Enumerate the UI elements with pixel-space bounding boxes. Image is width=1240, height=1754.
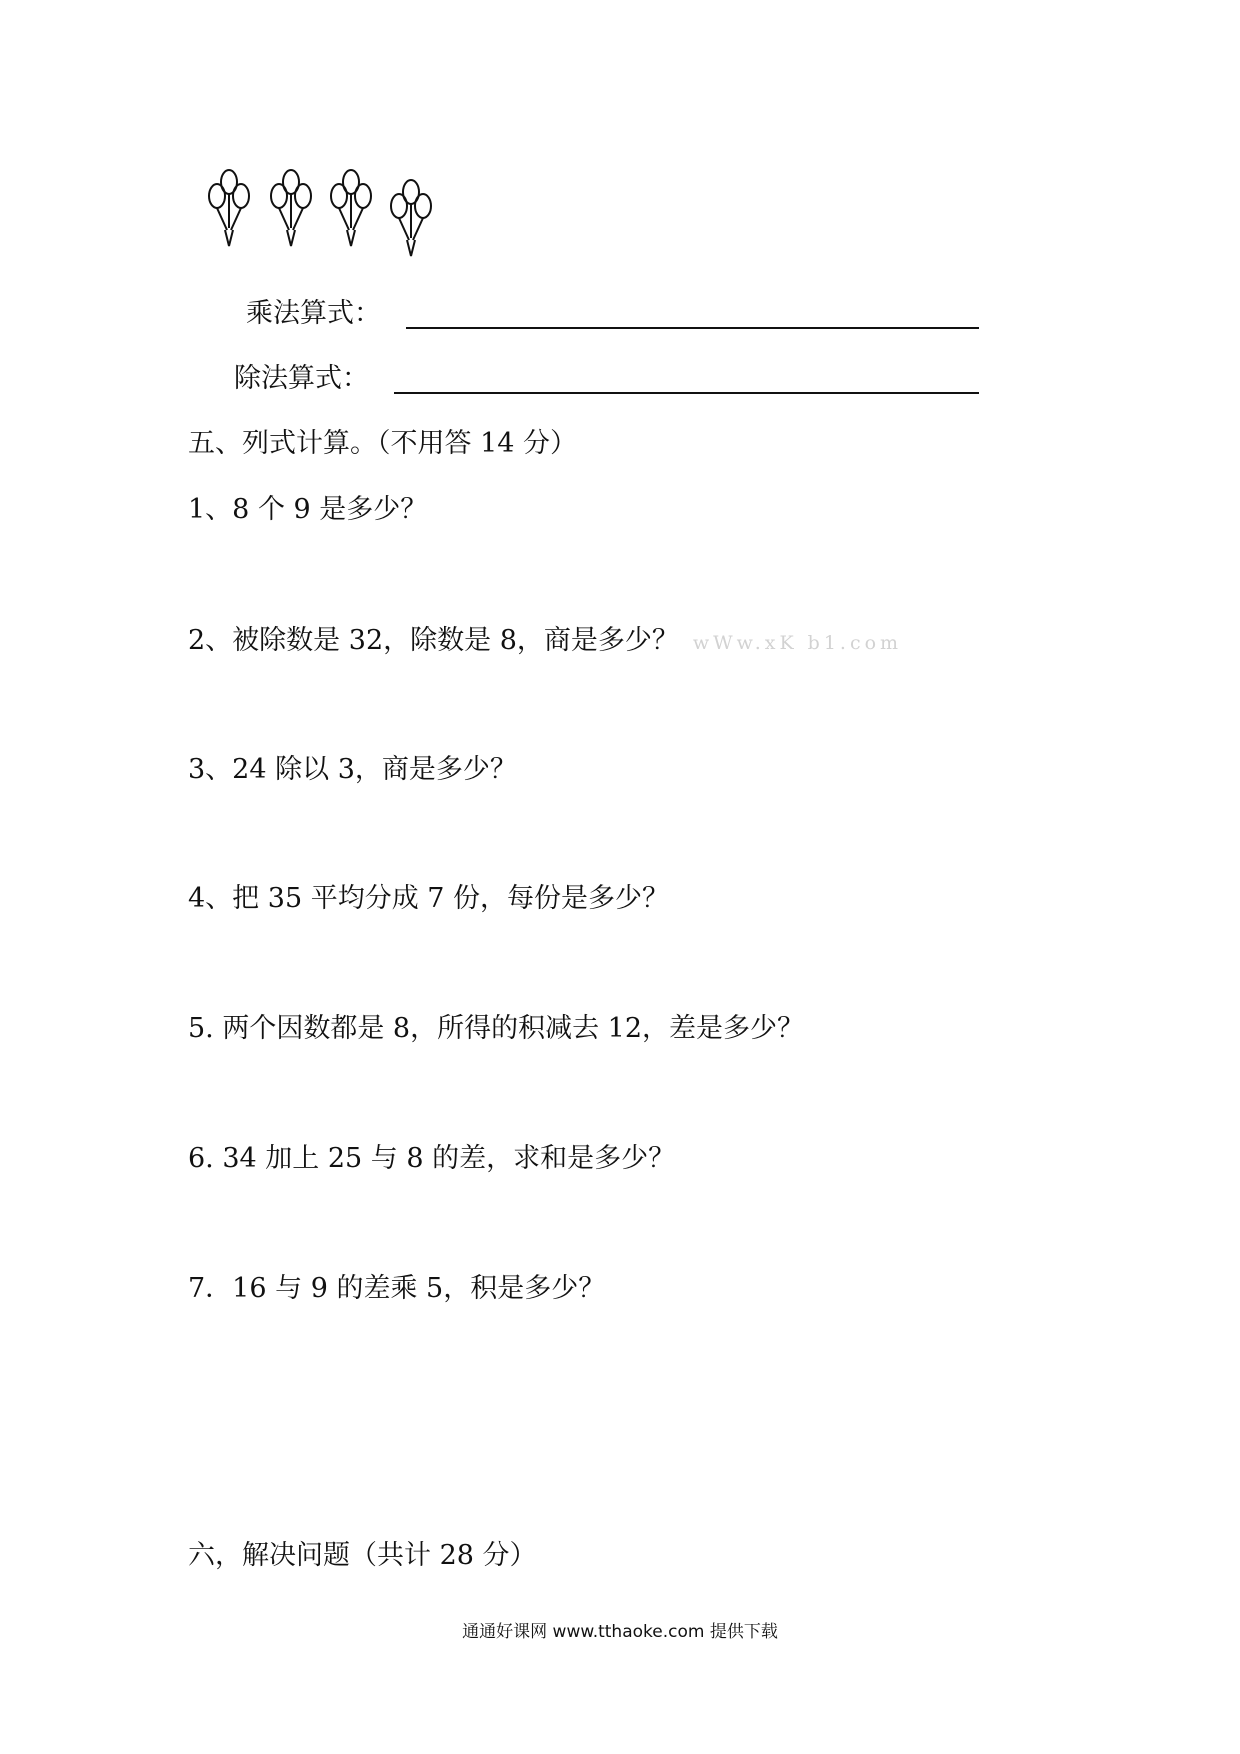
balloon-groups-illustration bbox=[205, 168, 475, 268]
balloon-bunch-icon bbox=[209, 170, 249, 246]
division-answer-line[interactable] bbox=[394, 392, 979, 394]
question-4: 4、把 35 平均分成 7 份，每份是多少？ bbox=[188, 883, 670, 914]
balloon-bunch-icon bbox=[391, 180, 431, 256]
page-footer: 通通好课网 www.tthaoke.com 提供下载 bbox=[462, 1622, 778, 1642]
question-2-text: 2、被除数是 32，除数是 8，商是多少？ bbox=[188, 625, 679, 656]
question-5: 5. 两个因数都是 8，所得的积减去 12，差是多少？ bbox=[188, 1013, 805, 1044]
balloon-bunch-icon bbox=[331, 170, 371, 246]
watermark: wWw.xK b1.com bbox=[692, 632, 903, 654]
question-2 bbox=[188, 625, 902, 659]
section-5-heading: 五、列式计算。（不用答 14 分） bbox=[188, 428, 578, 459]
question-6: 6. 34 加上 25 与 8 的差，求和是多少？ bbox=[188, 1143, 676, 1174]
section-6-heading: 六，解决问题（共计 28 分） bbox=[188, 1540, 537, 1571]
question-1: 1、8 个 9 是多少？ bbox=[188, 494, 428, 525]
question-3: 3、24 除以 3，商是多少？ bbox=[188, 754, 517, 785]
multiplication-answer-line[interactable] bbox=[406, 327, 979, 329]
balloon-bunch-icon bbox=[271, 170, 311, 246]
multiplication-label: 乘法算式： bbox=[246, 298, 381, 329]
division-label: 除法算式： bbox=[234, 363, 369, 394]
question-7: 7．16 与 9 的差乘 5，积是多少？ bbox=[188, 1273, 606, 1304]
